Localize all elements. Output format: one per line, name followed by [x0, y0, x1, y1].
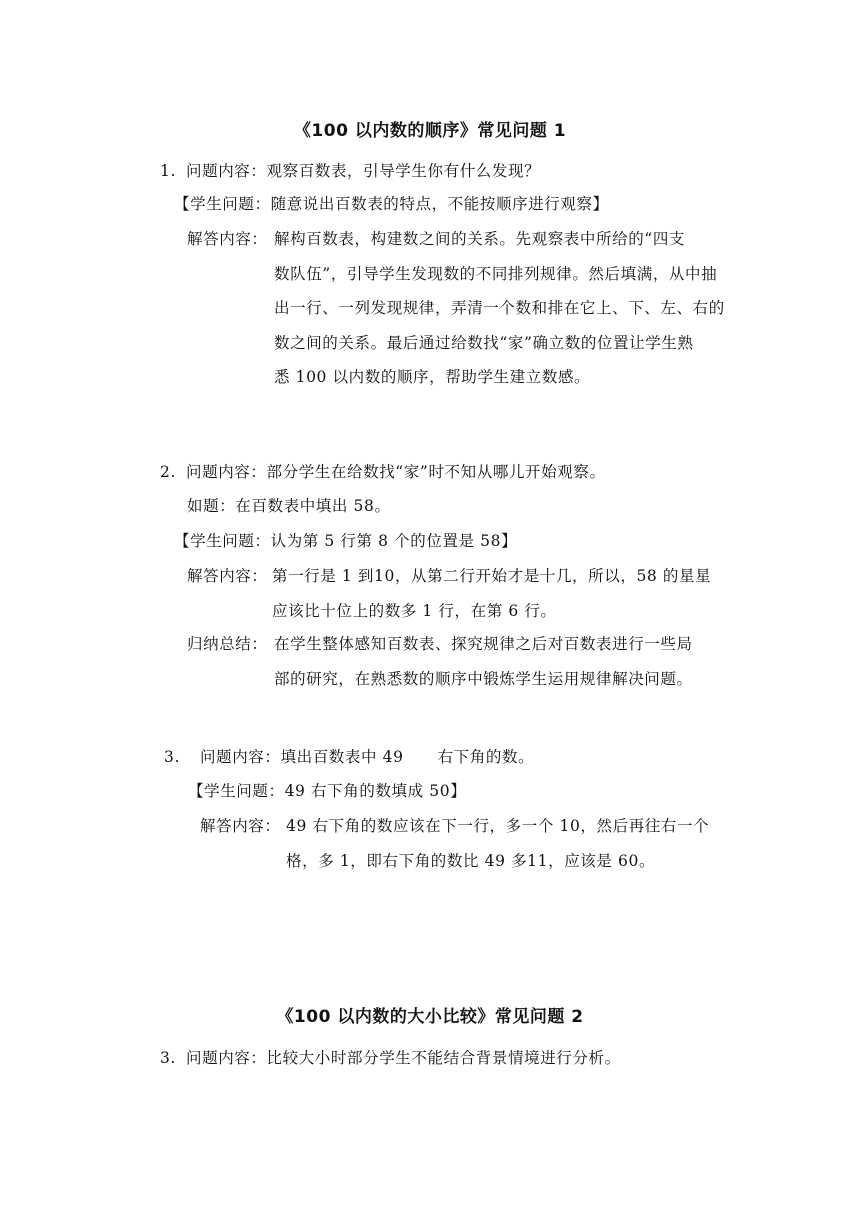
answer-line: 数之间的关系。最后通过给数找“家”确立数的位置让学生熟: [274, 333, 694, 352]
student-issue-3: 【学生问题：49 右下角的数填成 50】: [188, 782, 467, 800]
answer-line: 悉 100 以内数的顺序，帮助学生建立数感。: [274, 368, 591, 386]
summary-block-2: [274, 627, 693, 696]
question-number: 1.: [160, 162, 176, 180]
student-issue-1: 【学生问题：随意说出百数表的特点，不能按顺序进行观察】: [174, 195, 609, 213]
answer-label-3: 解答内容：: [200, 817, 281, 835]
answer-block-2: [272, 559, 711, 628]
question-text: 问题内容：部分学生在给数找“家”时不知从哪儿开始观察。: [186, 463, 606, 481]
question-1: [160, 160, 540, 182]
question-number: 3.: [160, 1049, 176, 1067]
answer-label-1: 解答内容：: [187, 230, 268, 248]
question-text: 问题内容：观察百数表，引导学生你有什么发现？: [186, 162, 541, 180]
example-2: 如题：在百数表中填出 58。: [187, 497, 391, 515]
question-2: [160, 461, 606, 483]
answer-block-1: [274, 222, 725, 395]
question-text-part1: 问题内容：填出百数表中 49: [200, 748, 404, 766]
section-title-1: 《100 以内数的顺序》常见问题 1: [293, 121, 567, 141]
summary-line: 在学生整体感知百数表、探究规律之后对百数表进行一些局: [274, 635, 693, 653]
answer-block-3: [286, 809, 709, 878]
answer-line: 第一行是 1 到10，从第二行开始才是十几，所以，58 的星星: [272, 567, 712, 585]
answer-line: 数队伍”，引导学生发现数的不同排列规律。然后填满，从中抽: [274, 264, 718, 283]
summary-line: 部的研究，在熟悉数的顺序中锻炼学生运用规律解决问题。: [274, 669, 693, 688]
answer-line: 应该比十位上的数多 1 行，在第 6 行。: [272, 601, 557, 620]
question-number: 3.: [164, 748, 180, 766]
question-text-part2: 右下角的数。: [437, 748, 535, 766]
question-text: 问题内容：比较大小时部分学生不能结合背景情境进行分析。: [186, 1049, 621, 1067]
question-number: 2.: [160, 463, 176, 481]
answer-line: 解构百数表，构建数之间的关系。先观察表中所给的“四支: [274, 230, 686, 248]
section2-question: [160, 1047, 621, 1069]
answer-line: 出一行、一列发现规律，弄清一个数和排在它上、下、左、右的: [274, 299, 725, 317]
summary-label-2: 归纳总结：: [187, 635, 268, 653]
section-title-2: 《100 以内数的大小比较》常见问题 2: [276, 1007, 584, 1027]
answer-label-2: 解答内容：: [187, 567, 268, 585]
answer-line: 格，多 1，即右下角的数比 49 多11，应该是 60。: [286, 851, 656, 870]
question-3: [164, 746, 534, 768]
answer-line: 49 右下角的数应该在下一行，多一个 10，然后再往右一个: [286, 817, 710, 835]
student-issue-2: 【学生问题：认为第 5 行第 8 个的位置是 58】: [174, 532, 518, 550]
